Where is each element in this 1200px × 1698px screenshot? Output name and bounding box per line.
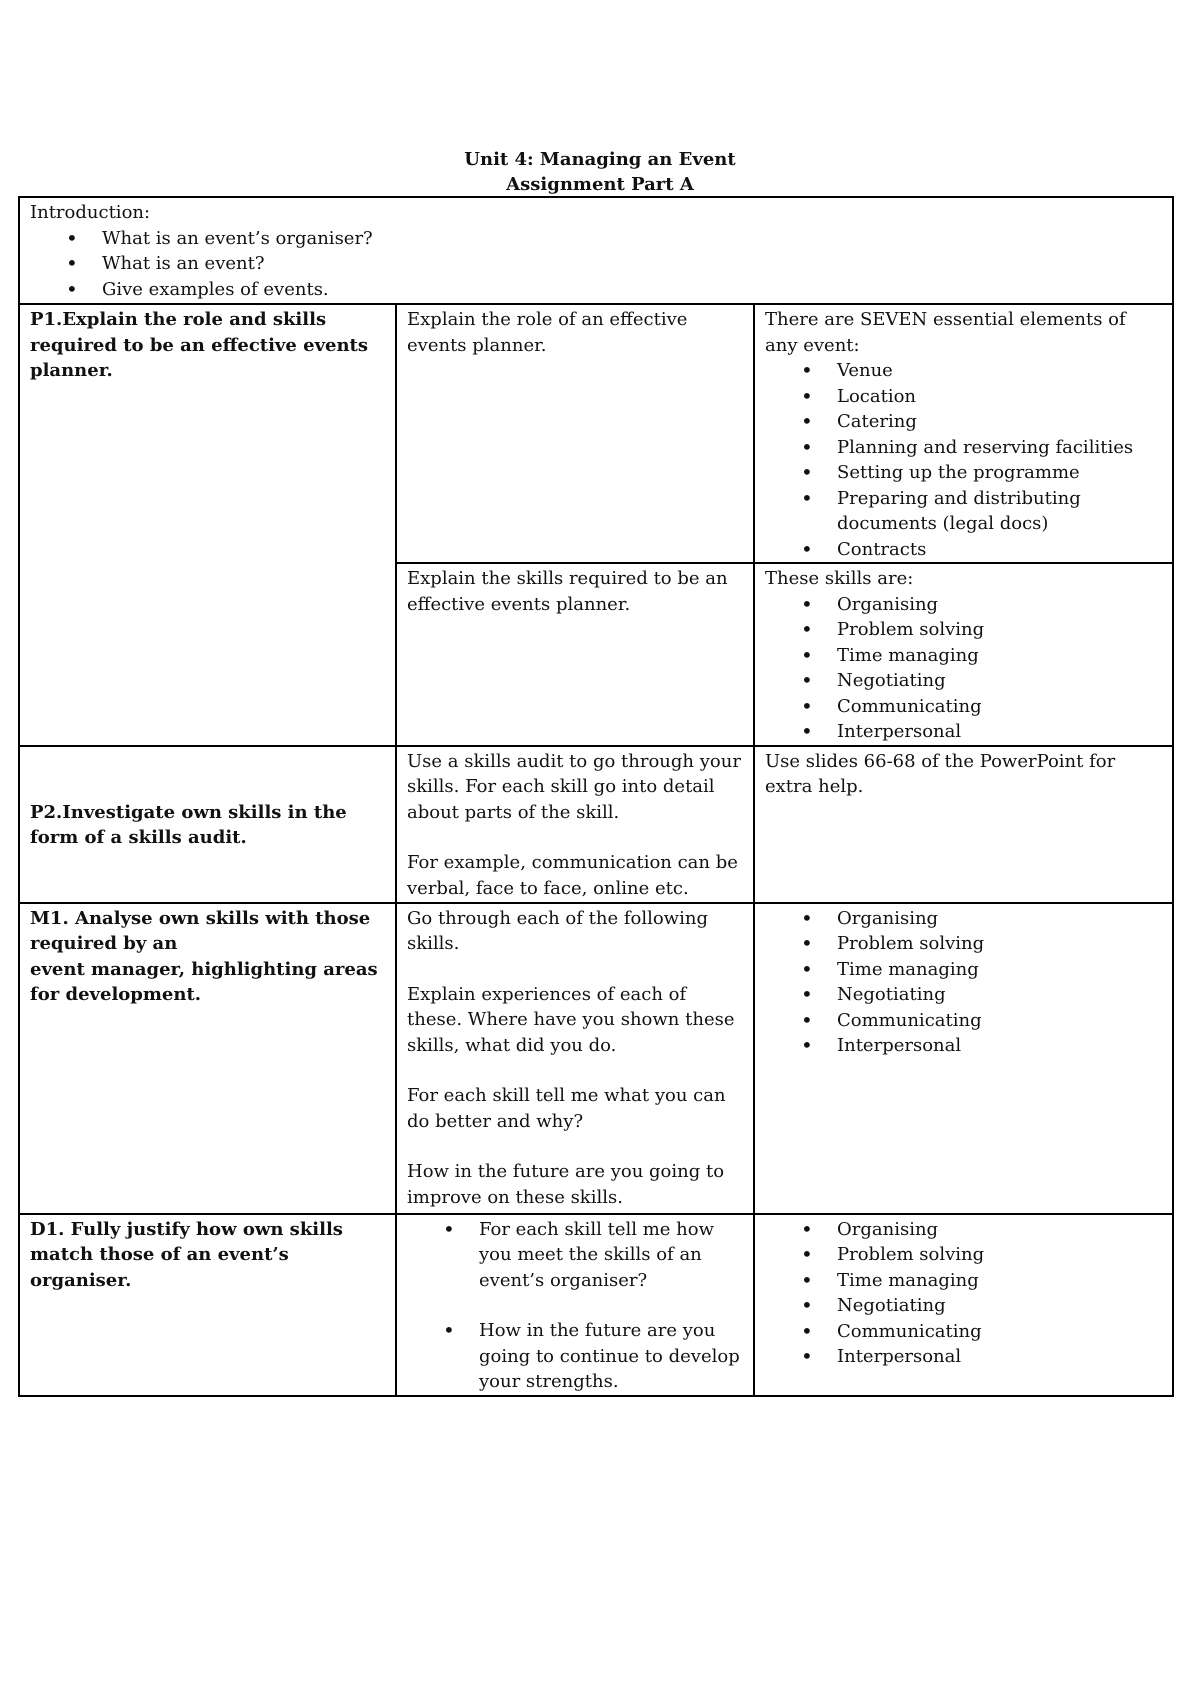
document-subtitle: Assignment Part A — [506, 174, 694, 195]
m1-criterion-cell — [19, 903, 396, 1214]
list-item: • Interpersonal — [837, 719, 1162, 745]
p1-skills-intro: These skills are: — [765, 568, 914, 589]
p1-role-prompt-cell — [396, 304, 754, 563]
p2-criterion-cell — [19, 746, 396, 903]
p1-elements-intro: There are SEVEN essential elements of any event: — [765, 309, 1126, 356]
p1-skills-list — [765, 592, 1162, 745]
d1-guidance-cell — [396, 1214, 754, 1396]
d1-guidance-list-2 — [407, 1318, 743, 1395]
d1-criterion-cell — [19, 1214, 396, 1396]
list-item: • Problem solving — [837, 1242, 1162, 1268]
m1-guidance-2: Explain experiences of each of these. Where have you shown these skills, what did you do. — [407, 983, 735, 1056]
m1-guidance-4: How in the future are you going to improve on these skills. — [407, 1161, 725, 1208]
m1-skills-cell — [754, 903, 1173, 1214]
list-item: • Setting up the programme — [837, 460, 1162, 486]
p1-role-row — [19, 304, 1173, 563]
m1-criterion-line1: M1. Analyse own skills with those required by an — [30, 907, 371, 954]
document-title: Unit 4: Managing an Event — [464, 149, 736, 170]
p2-guidance-2: For example, communication can be verbal, face to face, online etc. — [407, 852, 738, 899]
list-item: • Problem solving — [837, 617, 1162, 643]
p1-skills-cell — [754, 563, 1173, 746]
p1-criterion: P1.Explain the role and skills required to be an effective events planner. — [30, 309, 369, 381]
list-item: • What is an event’s organiser? — [102, 226, 1162, 252]
p2-criterion: P2.Investigate own skills in the form of a skills audit. — [30, 801, 347, 848]
p2-help: Use slides 66-68 of the PowerPoint for extra help. — [765, 750, 1116, 797]
d1-guidance-list — [407, 1217, 743, 1294]
list-item: • Organising — [837, 906, 1162, 932]
list-item: • Catering — [837, 409, 1162, 435]
list-item: • Contracts — [837, 537, 1162, 563]
list-item: • Communicating — [837, 1008, 1162, 1034]
list-item: • Time managing — [837, 957, 1162, 983]
list-item: • Communicating — [837, 1319, 1162, 1345]
list-item: • Venue — [837, 358, 1162, 384]
list-item: • Organising — [837, 592, 1162, 618]
list-item: • Organising — [837, 1217, 1162, 1243]
d1-skills-cell — [754, 1214, 1173, 1396]
intro-row — [19, 197, 1173, 304]
list-item: • Preparing and distributing documents (legal docs) — [837, 486, 1162, 537]
p2-help-cell — [754, 746, 1173, 903]
p2-row — [19, 746, 1173, 903]
p1-elements-cell — [754, 304, 1173, 563]
list-item: • Give examples of events. — [102, 277, 1162, 303]
m1-row — [19, 903, 1173, 1214]
document-header — [0, 147, 1200, 197]
list-item: • Negotiating — [837, 982, 1162, 1008]
m1-guidance-cell — [396, 903, 754, 1214]
list-item: • Negotiating — [837, 1293, 1162, 1319]
p2-guidance-1: Use a skills audit to go through your skills. For each skill go into detail about parts of the skill. — [407, 750, 741, 823]
list-item: • Problem solving — [837, 931, 1162, 957]
p1-elements-list — [765, 358, 1162, 562]
list-item: • Negotiating — [837, 668, 1162, 694]
intro-cell — [19, 197, 1173, 304]
list-item: • Time managing — [837, 1268, 1162, 1294]
d1-criterion: D1. Fully justify how own skills match those of an event’s organiser. — [30, 1218, 343, 1291]
p1-skills-prompt-cell — [396, 563, 754, 746]
list-item: • Communicating — [837, 694, 1162, 720]
m1-guidance-3: For each skill tell me what you can do better and why? — [407, 1085, 726, 1132]
list-item: • Location — [837, 384, 1162, 410]
list-item: • Planning and reserving facilities — [837, 435, 1162, 461]
m1-guidance-1: Go through each of the following skills. — [407, 907, 708, 954]
m1-skills-list — [765, 906, 1162, 1059]
list-item: • What is an event? — [102, 251, 1162, 277]
d1-row — [19, 1214, 1173, 1396]
list-item: • For each skill tell me how you meet the skills of an event’s organiser? — [479, 1217, 743, 1294]
p1-skills-prompt: Explain the skills required to be an effective events planner. — [407, 568, 728, 615]
p1-criterion-cell — [19, 304, 396, 746]
m1-criterion-line2: event manager, highlighting areas for development. — [30, 958, 378, 1005]
assignment-table — [18, 196, 1174, 1397]
list-item: • How in the future are you going to continue to develop your strengths. — [479, 1318, 743, 1395]
p1-role-prompt: Explain the role of an effective events planner. — [407, 309, 688, 356]
intro-list — [30, 226, 1162, 303]
p2-guidance-cell — [396, 746, 754, 903]
list-item: • Interpersonal — [837, 1344, 1162, 1370]
d1-skills-list — [765, 1217, 1162, 1370]
list-item: • Time managing — [837, 643, 1162, 669]
intro-heading: Introduction: — [30, 202, 151, 223]
list-item: • Interpersonal — [837, 1033, 1162, 1059]
